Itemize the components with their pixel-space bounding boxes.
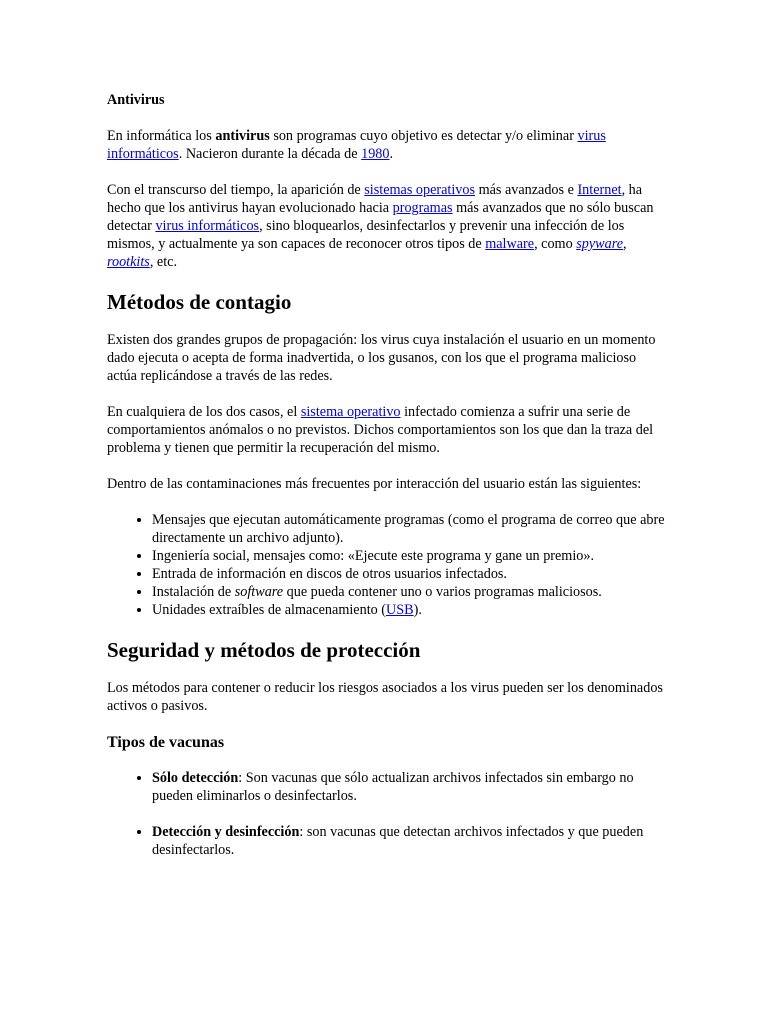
paragraph-text: , etc.	[149, 254, 178, 270]
paragraph-text: , ha hecho que los antivirus hayan evolucionado hacia	[107, 182, 643, 216]
contamination-list	[107, 511, 667, 619]
list-item	[152, 823, 667, 859]
list-item	[152, 601, 667, 619]
list-item-text: Unidades extraíbles de almacenamiento (	[152, 602, 386, 618]
link-spyware[interactable]	[576, 236, 623, 252]
paragraph-text: En cualquiera de los dos casos, el	[107, 404, 301, 420]
paragraph-text: más avanzados e	[475, 182, 578, 198]
document-title: Antivirus	[107, 92, 165, 108]
paragraph-text: más avanzados que no sólo buscan detectar	[107, 200, 654, 234]
list-item-term: Detección y desinfección	[152, 824, 300, 840]
link-virus-informaticos[interactable]: virus informáticos	[107, 128, 606, 162]
link-spyware-text: spyware	[576, 236, 623, 252]
intro-paragraph	[107, 127, 667, 163]
paragraph-text: infectado comienza a sufrir una serie de comportamientos anómalos o no previstos. Dichos comportamientos son los que dan la traza del problema y tienen que permitir la recuperación del mismo.	[107, 404, 654, 456]
intro-text: son programas cuyo objetivo es detectar y/o eliminar	[269, 128, 578, 144]
link-sistema-operativo[interactable]: sistema operativo	[300, 404, 401, 420]
intro-text: . Nacieron durante la década de	[178, 146, 362, 162]
list-item-text: Instalación de	[152, 584, 235, 600]
link-internet[interactable]: Internet	[577, 182, 622, 198]
list-item: • Mensajes que ejecutan automáticamente programas (como el programa de correo que abre directamente un archivo adjunto).	[152, 511, 667, 547]
subheading-tipos-vacunas: Tipos de vacunas	[107, 734, 225, 751]
list-item: • Entrada de información en discos de otros usuarios infectados.	[152, 565, 667, 583]
paragraph-text: ,	[623, 236, 627, 252]
list-item-text: ).	[413, 602, 422, 618]
document-page	[107, 91, 667, 877]
link-virus-informaticos-2[interactable]: virus informáticos	[155, 218, 260, 234]
list-item-text: que pueda contener uno o varios programas maliciosos.	[283, 584, 602, 600]
list-item: • Ingeniería social, mensajes como: «Ejecute este programa y gane un premio».	[152, 547, 667, 565]
paragraph-text: , como	[534, 236, 577, 252]
list-item-emphasis: software	[234, 584, 284, 600]
link-malware[interactable]: malware	[485, 236, 535, 252]
vaccine-types-list	[107, 769, 667, 859]
link-rootkits[interactable]	[107, 254, 150, 270]
link-sistemas-operativos[interactable]: sistemas operativos	[364, 182, 476, 198]
list-item	[152, 769, 667, 805]
list-item-term: Sólo detección	[152, 770, 239, 786]
paragraph-text: , sino bloquearlos, desinfectarlos y prevenir una infección de los mismos, y actualmente ya son capaces de reconocer otros tipos de	[107, 218, 625, 252]
section-heading-seguridad: Seguridad y métodos de protección	[107, 638, 421, 662]
paragraph-text: Con el transcurso del tiempo, la aparición de	[107, 182, 365, 198]
evolution-paragraph	[107, 181, 667, 271]
link-rootkits-text: rootkits	[107, 254, 150, 270]
intro-text: .	[389, 146, 394, 162]
link-usb[interactable]: USB	[386, 602, 414, 618]
list-item-text: : Son vacunas que sólo actualizan archivos infectados sin embargo no pueden eliminarlos o desinfectarlos.	[152, 770, 634, 804]
protection-paragraph: Los métodos para contener o reducir los riesgos asociados a los virus pueden ser los denominados activos o pasivos.	[107, 680, 663, 714]
link-1980[interactable]: 1980	[361, 146, 390, 162]
intro-text: En informática los	[107, 128, 216, 144]
list-item	[152, 583, 667, 601]
os-paragraph	[107, 403, 667, 457]
section-heading-metodos-contagio: Métodos de contagio	[107, 290, 292, 314]
contamination-intro-paragraph: Dentro de las contaminaciones más frecuentes por interacción del usuario están las siguientes:	[107, 476, 642, 492]
intro-bold-term: antivirus	[215, 128, 270, 144]
list-item-text: : son vacunas que detectan archivos infectados y que pueden desinfectarlos.	[152, 824, 644, 858]
link-programas[interactable]: programas	[392, 200, 453, 216]
propagation-paragraph: Existen dos grandes grupos de propagación: los virus cuya instalación el usuario en un momento dado ejecuta o acepta de forma inadvertida, o los gusanos, con los que el programa malicioso actúa replicándose a través de las redes.	[107, 332, 656, 384]
